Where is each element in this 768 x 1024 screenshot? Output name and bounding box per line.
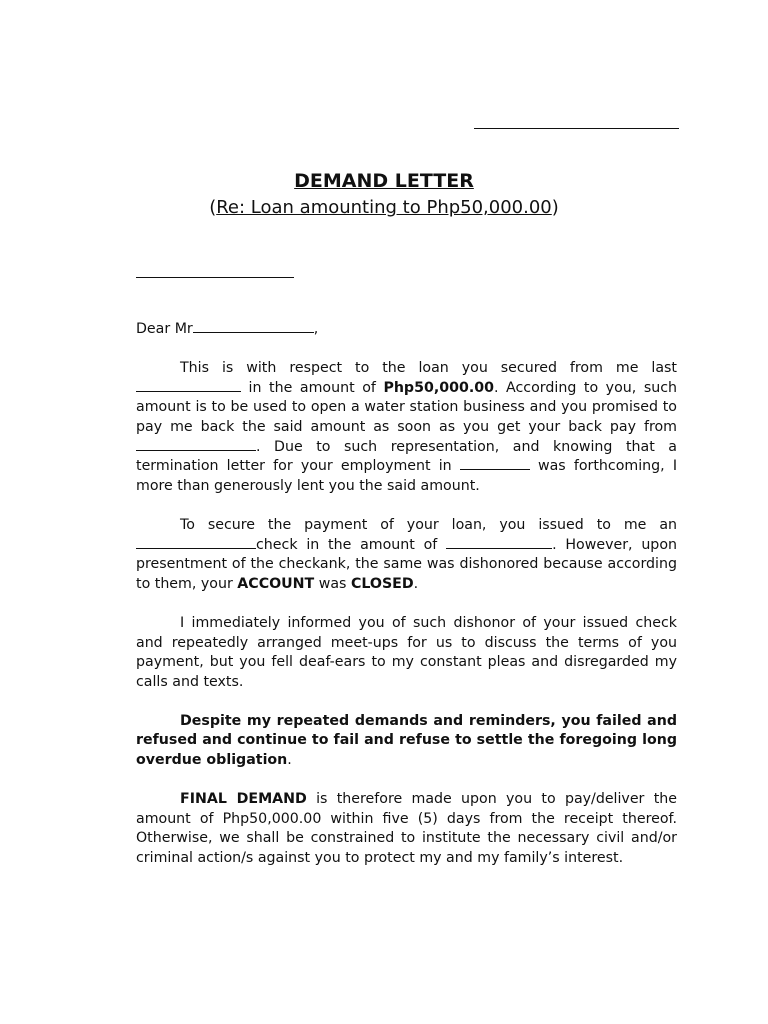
letter-subtitle — [0, 197, 768, 218]
p2-text-2: check in the amount of — [256, 536, 447, 553]
p1-text-5: was forthcoming, I more than generously lent you the said amount. — [136, 458, 678, 494]
bank-blank — [136, 536, 256, 549]
p2-text-1: To secure the payment of your loan, you issued to me an — [180, 516, 677, 533]
closed-word: CLOSED — [350, 575, 414, 592]
final-demand-label: FINAL DEMAND — [180, 791, 307, 808]
salutation-suffix: , — [313, 321, 319, 337]
name-blank — [193, 320, 314, 333]
p1-text-4: . Due to such representation, and knowing that a termination letter for your employment in — [136, 438, 677, 475]
date-blank-line — [474, 128, 679, 129]
p2-text-3: . However, upon presentment of the checkank, the same was dishonored because according to them, your — [136, 536, 677, 592]
loan-amount: Php50,000.00 — [383, 379, 494, 396]
subtitle-close-paren: ) — [551, 197, 559, 218]
paragraph-final-demand — [136, 790, 677, 868]
p5-text: is therefore made upon you to pay/deliver the amount of Php50,000.00 within five (5) days from the receipt thereof. Otherwise, we shall be constrained to institute the necessary civil and/or criminal action/s against you to protect my and my family’s interest. — [136, 791, 677, 867]
letter-title: DEMAND LETTER — [294, 170, 474, 192]
salutation-prefix: Dear Mr — [136, 321, 193, 337]
p2-text-4: was — [314, 575, 351, 592]
p4-end: . — [287, 752, 292, 769]
p1-text-3: . According to you, such amount is to be used to open a water station business and you promised to pay me back the said amount as soon as you get your back pay from — [136, 379, 677, 435]
account-word: ACCOUNT — [237, 575, 315, 592]
employer-blank — [136, 438, 256, 451]
subtitle-text: Re: Loan amounting to Php50,000.00 — [216, 197, 552, 218]
paragraph-dishonor: I immediately informed you of such dishonor of your issued check and repeatedly arranged meet-ups for us to discuss the terms of you payment, but you fell deaf-ears to my constant pleas and disregarded my calls and texts. — [136, 614, 677, 690]
p1-text-2: in the amount of — [241, 379, 384, 396]
company-blank — [460, 457, 530, 470]
p2-text-5: . — [413, 575, 419, 592]
paragraph-demands — [136, 712, 677, 771]
letter-body — [136, 320, 677, 888]
addressee-blank-line — [136, 277, 294, 278]
paragraph-check — [136, 516, 677, 594]
date-blank — [136, 379, 241, 392]
paragraph-loan — [136, 359, 677, 496]
check-amount-blank — [446, 536, 552, 549]
salutation — [136, 320, 677, 340]
p1-text-1: This is with respect to the loan you secured from me last — [180, 360, 677, 377]
subtitle-open-paren: ( — [209, 197, 217, 218]
p4-bold-text: Despite my repeated demands and reminders, you failed and refused and continue to fail and refuse to settle the foregoing long overdue obligation — [136, 712, 677, 769]
